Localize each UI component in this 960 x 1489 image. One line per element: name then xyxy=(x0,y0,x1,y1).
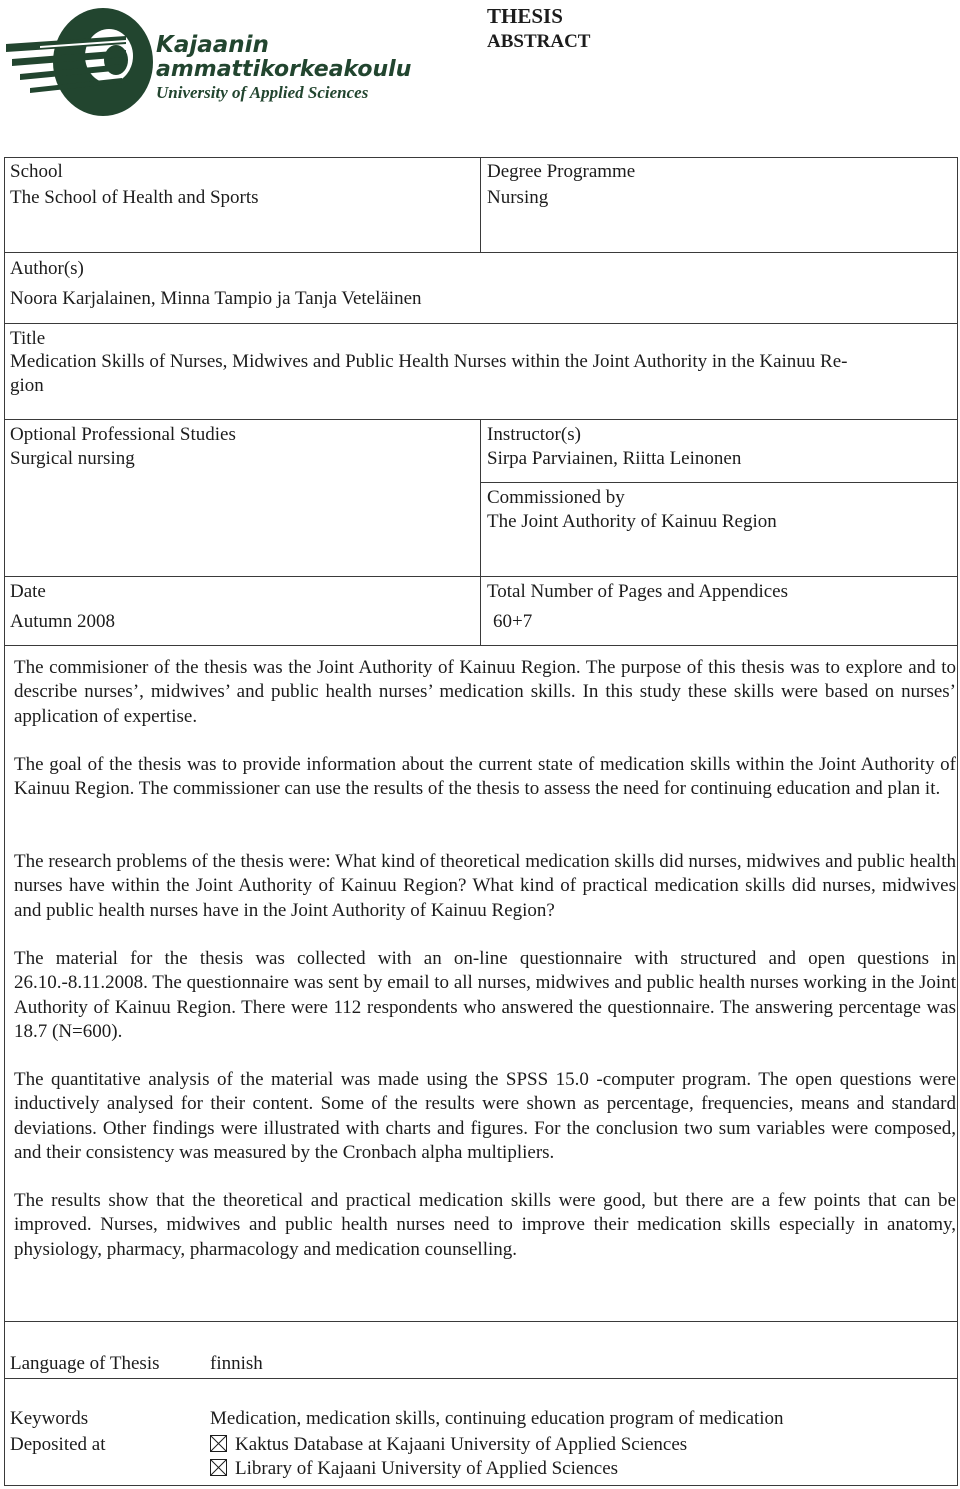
language-value: finnish xyxy=(210,1353,263,1374)
pages-label: Total Number of Pages and Appendices xyxy=(487,581,789,602)
divider xyxy=(5,1378,957,1379)
authors-value: Noora Karjalainen, Minna Tampio ja Tanja Veteläinen xyxy=(10,288,422,309)
commissioned-by-label: Commissioned by xyxy=(487,487,625,508)
instructors-value: Sirpa Parviainen, Riitta Leinonen xyxy=(487,448,742,469)
deposited-option xyxy=(210,1457,618,1481)
divider xyxy=(5,419,957,420)
abstract-paragraph: The results show that the theoretical and practical medication skills were good, but there are a few points that can be improved. Nurses, midwives and public health nurses need to improve their medication skills especially in anatomy, physiology, pharmacy, pharmacology and medication counselling. xyxy=(14,1190,956,1260)
divider xyxy=(480,482,957,483)
title-value-line-2: gion xyxy=(10,375,44,396)
abstract-form xyxy=(4,157,958,1486)
document-title: THESIS xyxy=(487,4,563,28)
logo-line-2: ammattikorkeakoulu xyxy=(156,57,412,82)
title-label: Title xyxy=(10,328,46,349)
keywords-value: Medication, medication skills, continuing education program of medication xyxy=(210,1408,784,1429)
checked-box-icon xyxy=(210,1459,227,1476)
school-value: The School of Health and Sports xyxy=(10,187,259,208)
keywords-label: Keywords xyxy=(10,1408,89,1429)
document-subtitle: ABSTRACT xyxy=(487,31,591,52)
degree-programme-value: Nursing xyxy=(487,187,549,208)
optional-studies-value: Surgical nursing xyxy=(10,448,135,469)
abstract-paragraph: The goal of the thesis was to provide information about the current state of medication skills within the Joint Authority of Kainuu Region. The commissioner can use the results of the thesis to assess the need for continuing education and plan it. xyxy=(14,754,956,800)
divider xyxy=(5,323,957,324)
deposited-label: Deposited at xyxy=(10,1434,106,1455)
abstract-paragraph: The research problems of the thesis were: What kind of theoretical medication skills did nurses, midwives and public health nurses have within the Joint Authority of Kainuu Region? What kind of practical medication skills did nurses, midwives and public health nurses have in the Joint Authority of Kainuu Region? xyxy=(14,851,956,921)
commissioned-by-value: The Joint Authority of Kainuu Region xyxy=(487,511,777,532)
divider xyxy=(5,252,957,253)
divider xyxy=(480,158,481,252)
deposited-option-label: Kaktus Database at Kajaani University of Applied Sciences xyxy=(235,1434,688,1455)
abstract-paragraph: The commisioner of the thesis was the Joint Authority of Kainuu Region. The purpose of this thesis was to explore and to describe nurses’, midwives’ and public health nurses’ medication skills. In this study these skills were based on nurses’ application of expertise. xyxy=(14,657,956,727)
deposited-option xyxy=(210,1433,687,1457)
language-label: Language of Thesis xyxy=(10,1353,160,1374)
authors-label: Author(s) xyxy=(10,258,84,279)
deposited-option-label: Library of Kajaani University of Applied Sciences xyxy=(235,1458,619,1479)
university-logo xyxy=(6,4,412,120)
divider xyxy=(5,645,957,646)
date-label: Date xyxy=(10,581,46,602)
divider xyxy=(5,1321,957,1322)
logo-line-1: Kajaanin xyxy=(156,32,269,58)
instructors-label: Instructor(s) xyxy=(487,424,581,445)
divider xyxy=(480,419,481,645)
date-value: Autumn 2008 xyxy=(10,611,116,632)
divider xyxy=(5,576,957,577)
checked-box-icon xyxy=(210,1435,227,1452)
degree-programme-label: Degree Programme xyxy=(487,161,636,182)
pages-value: 60+7 xyxy=(493,611,533,632)
abstract-paragraph: The material for the thesis was collected with an on-line questionnaire with structured and open questions in 26.10.-8.11.2008. The questionnaire was sent by email to all nurses, midwives and public health nurses working in the Joint Authority of Kainuu Region. There were 112 respondents who answered the questionnaire. The answering percentage was 18.7 (N=600). xyxy=(14,948,956,1042)
title-value-line-1: Medication Skills of Nurses, Midwives and Public Health Nurses within the Joint Authority in the Kainuu Re- xyxy=(10,351,848,372)
logo-line-3: University of Applied Sciences xyxy=(156,83,369,102)
logo-wordmark xyxy=(156,32,411,104)
abstract-paragraph: The quantitative analysis of the material was made using the SPSS 15.0 -computer program. The open questions were inductively analysed for their content. Some of the results were shown as percentage, frequencies, means and standard deviations. Other findings were illustrated with charts and figures. For the conclusion two sum variables were composed, and their consistency was measured by the Cronbach alpha multipliers. xyxy=(14,1069,956,1163)
school-label: School xyxy=(10,161,63,182)
optional-studies-label: Optional Professional Studies xyxy=(10,424,236,445)
logo-swoosh-icon xyxy=(6,4,156,120)
